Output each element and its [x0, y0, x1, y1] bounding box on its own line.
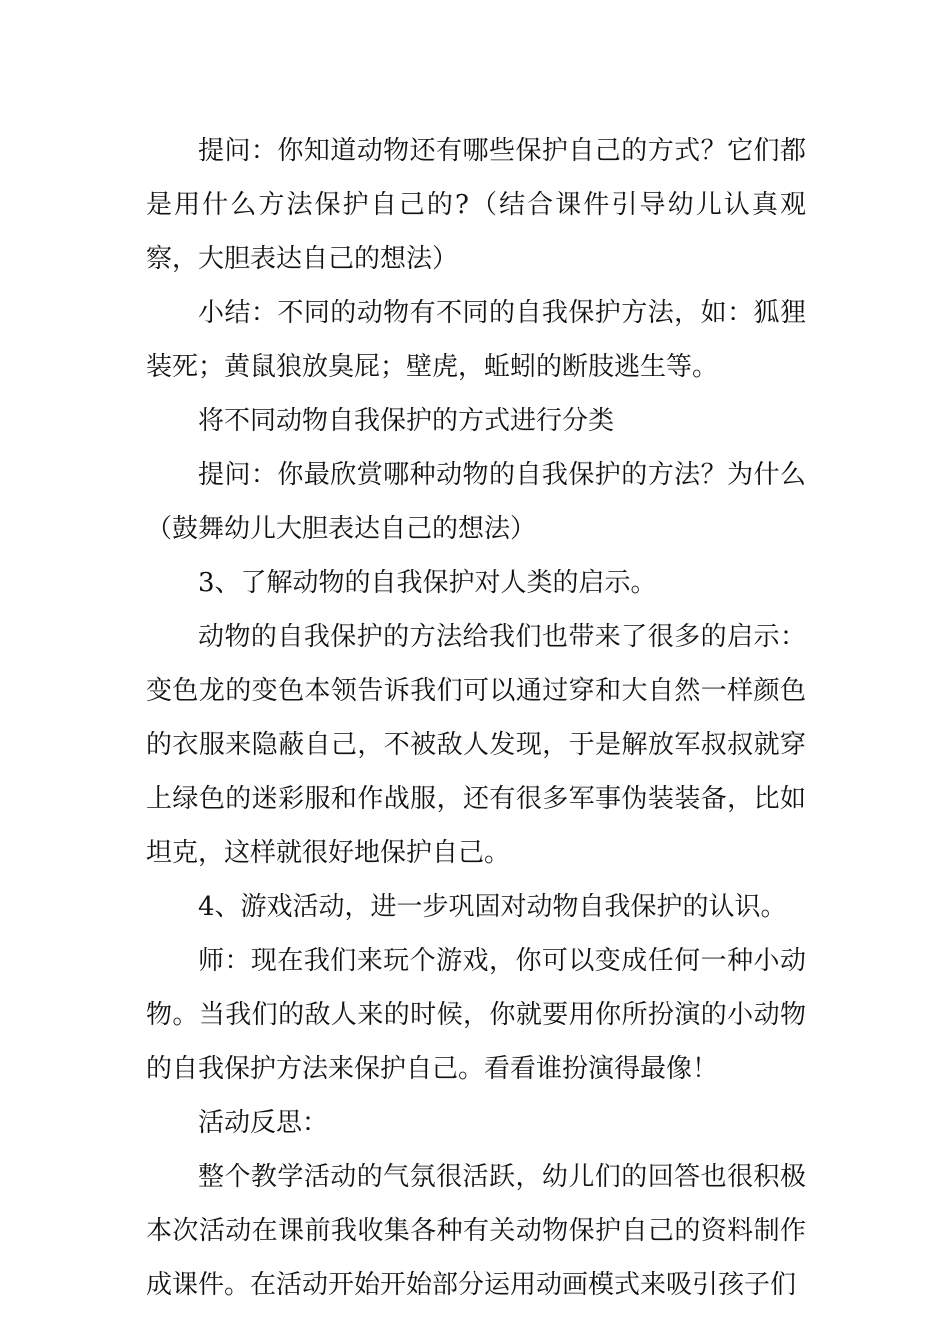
paragraph-question-favorite: 提问：你最欣赏哪种动物的自我保护的方法？为什么（鼓舞幼儿大胆表达自己的想法） [146, 460, 806, 544]
document-page [146, 124, 806, 1312]
paragraph-summary: 小结：不同的动物有不同的自我保护方法，如：狐狸装死；黄鼠狼放臭屁；壁虎，蚯蚓的断肢逃生等。 [146, 298, 806, 382]
paragraph-game: 师：现在我们来玩个游戏，你可以变成任何一种小动物。当我们的敌人来的时候，你就要用你所扮演的小动物的自我保护方法来保护自己。看看谁扮演得最像！ [146, 946, 806, 1084]
paragraph-question-other-ways: 提问：你知道动物还有哪些保护自己的方式？它们都是用什么方法保护自己的?（结合课件引导幼儿认真观察，大胆表达自己的想法） [146, 136, 806, 274]
paragraph-inspiration: 动物的自我保护的方法给我们也带来了很多的启示：变色龙的变色本领告诉我们可以通过穿和大自然一样颜色的衣服来隐蔽自己，不被敌人发现，于是解放军叔叔就穿上绿色的迷彩服和作战服，还有很多军事伪装装备，比如坦克，这样就很好地保护自己。 [146, 622, 806, 868]
section-heading-3: 3、了解动物的自我保护对人类的启示。 [198, 568, 657, 598]
paragraph-reflection: 整个教学活动的气氛很活跃，幼儿们的回答也很积极本次活动在课前我收集各种有关动物保护自己的资料制作成课件。在活动开始开始部分运用动画模式来吸引孩子们 [146, 1162, 806, 1300]
paragraph-classify: 将不同动物自我保护的方式进行分类 [198, 406, 615, 436]
paragraph-reflection-heading: 活动反思： [198, 1108, 329, 1138]
section-heading-4: 4、游戏活动，进一步巩固对动物自我保护的认识。 [198, 892, 787, 922]
